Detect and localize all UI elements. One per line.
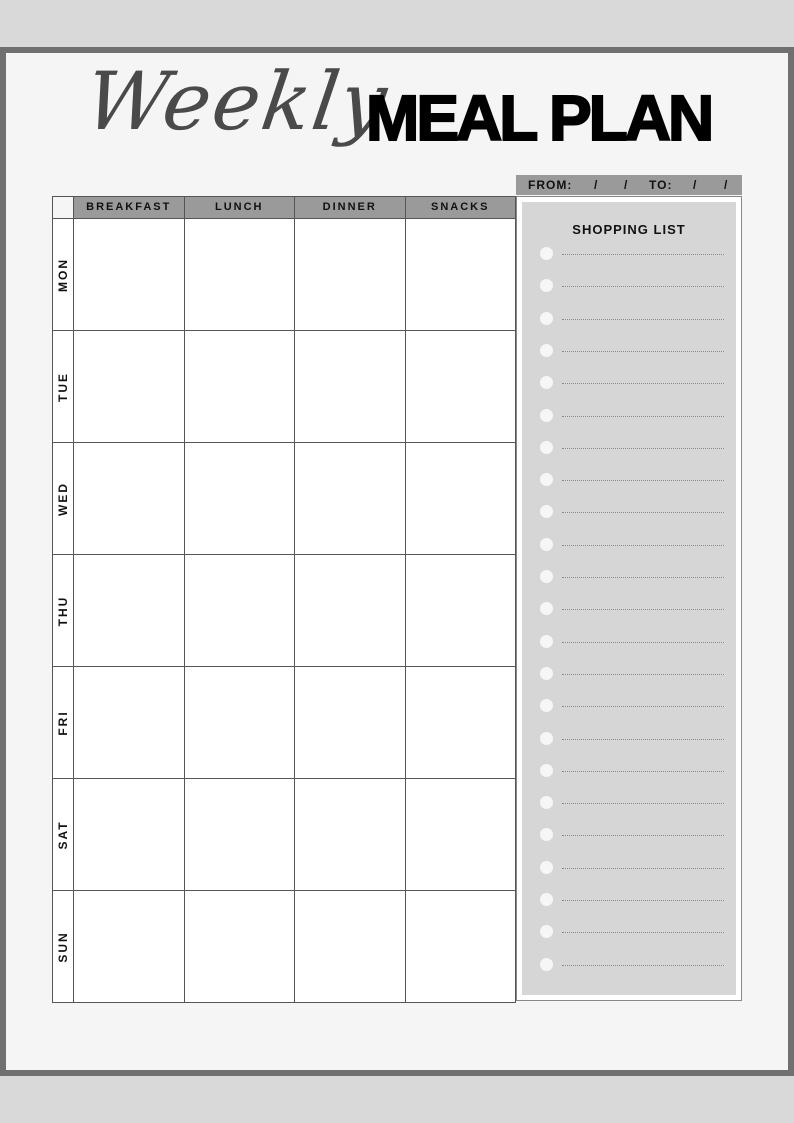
day-cell-sat — [53, 779, 74, 891]
day-label: SAT — [56, 819, 70, 850]
bullet-circle-icon — [540, 893, 553, 906]
day-cell-thu — [53, 555, 74, 667]
title-bold: MEAL PLAN — [366, 82, 712, 154]
shopping-list-item[interactable] — [522, 861, 736, 881]
dotted-write-line — [562, 868, 724, 869]
bullet-circle-icon — [540, 828, 553, 841]
column-header-snacks: SNACKS — [406, 197, 516, 219]
shopping-list-item[interactable] — [522, 667, 736, 687]
shopping-list-item[interactable] — [522, 602, 736, 622]
day-cell-sun — [53, 891, 74, 1002]
meal-cell-fri-lunch[interactable] — [185, 667, 296, 779]
meal-cell-fri-breakfast[interactable] — [74, 667, 185, 779]
column-header-breakfast: BREAKFAST — [74, 197, 185, 219]
date-range-bar — [516, 175, 742, 195]
dotted-write-line — [562, 512, 724, 513]
day-label: MON — [56, 257, 70, 292]
shopping-list-item[interactable] — [522, 376, 736, 396]
meal-cell-wed-snacks[interactable] — [406, 443, 516, 555]
dotted-write-line — [562, 739, 724, 740]
meal-cell-tue-dinner[interactable] — [295, 331, 406, 443]
date-separator: / — [693, 178, 698, 192]
dotted-write-line — [562, 932, 724, 933]
title-script: Weekly — [79, 55, 395, 148]
meal-cell-sat-dinner[interactable] — [295, 779, 406, 891]
bullet-circle-icon — [540, 925, 553, 938]
shopping-list-item[interactable] — [522, 344, 736, 364]
meal-cell-mon-lunch[interactable] — [185, 219, 296, 331]
meal-cell-sun-lunch[interactable] — [185, 891, 296, 1002]
shopping-list-item[interactable] — [522, 828, 736, 848]
shopping-list-item[interactable] — [522, 732, 736, 752]
shopping-list-item[interactable] — [522, 279, 736, 299]
meal-cell-wed-lunch[interactable] — [185, 443, 296, 555]
meal-cell-thu-breakfast[interactable] — [74, 555, 185, 667]
dotted-write-line — [562, 480, 724, 481]
bullet-circle-icon — [540, 441, 553, 454]
shopping-list-item[interactable] — [522, 441, 736, 461]
shopping-list-item[interactable] — [522, 796, 736, 816]
dotted-write-line — [562, 609, 724, 610]
grid-corner — [53, 197, 74, 219]
bullet-circle-icon — [540, 570, 553, 583]
meal-cell-tue-lunch[interactable] — [185, 331, 296, 443]
shopping-list-title: SHOPPING LIST — [572, 222, 686, 237]
date-separator: / — [594, 178, 599, 192]
day-label: SUN — [56, 930, 70, 963]
bullet-circle-icon — [540, 279, 553, 292]
meal-cell-mon-breakfast[interactable] — [74, 219, 185, 331]
dotted-write-line — [562, 416, 724, 417]
shopping-list-item[interactable] — [522, 409, 736, 429]
day-cell-mon — [53, 219, 74, 331]
day-cell-wed — [53, 443, 74, 555]
meal-cell-thu-dinner[interactable] — [295, 555, 406, 667]
dotted-write-line — [562, 545, 724, 546]
shopping-list-item[interactable] — [522, 764, 736, 784]
meal-cell-sat-lunch[interactable] — [185, 779, 296, 891]
shopping-list-item[interactable] — [522, 925, 736, 945]
meal-cell-wed-dinner[interactable] — [295, 443, 406, 555]
shopping-list-item[interactable] — [522, 570, 736, 590]
dotted-write-line — [562, 383, 724, 384]
meal-cell-tue-breakfast[interactable] — [74, 331, 185, 443]
dotted-write-line — [562, 286, 724, 287]
meal-cell-mon-snacks[interactable] — [406, 219, 516, 331]
dotted-write-line — [562, 900, 724, 901]
bullet-circle-icon — [540, 732, 553, 745]
dotted-write-line — [562, 642, 724, 643]
meal-cell-fri-dinner[interactable] — [295, 667, 406, 779]
shopping-list-item[interactable] — [522, 247, 736, 267]
shopping-list-body — [522, 202, 736, 995]
bullet-circle-icon — [540, 667, 553, 680]
bullet-circle-icon — [540, 247, 553, 260]
shopping-list-item[interactable] — [522, 473, 736, 493]
meal-cell-tue-snacks[interactable] — [406, 331, 516, 443]
day-cell-fri — [53, 667, 74, 779]
column-header-lunch: LUNCH — [185, 197, 296, 219]
shopping-list-item[interactable] — [522, 893, 736, 913]
shopping-list-item[interactable] — [522, 699, 736, 719]
meal-cell-sat-breakfast[interactable] — [74, 779, 185, 891]
meal-cell-mon-dinner[interactable] — [295, 219, 406, 331]
column-header-dinner: DINNER — [295, 197, 406, 219]
shopping-list-item[interactable] — [522, 312, 736, 332]
bullet-circle-icon — [540, 344, 553, 357]
bullet-circle-icon — [540, 861, 553, 874]
bullet-circle-icon — [540, 376, 553, 389]
bullet-circle-icon — [540, 699, 553, 712]
meal-cell-sun-dinner[interactable] — [295, 891, 406, 1002]
bullet-circle-icon — [540, 505, 553, 518]
shopping-list-item[interactable] — [522, 505, 736, 525]
shopping-list-panel — [516, 196, 742, 1001]
meal-cell-wed-breakfast[interactable] — [74, 443, 185, 555]
meal-cell-sun-breakfast[interactable] — [74, 891, 185, 1002]
meal-cell-sat-snacks[interactable] — [406, 779, 516, 891]
bullet-circle-icon — [540, 538, 553, 551]
meal-cell-thu-lunch[interactable] — [185, 555, 296, 667]
dotted-write-line — [562, 674, 724, 675]
date-separator: / — [624, 178, 629, 192]
from-label: FROM: — [528, 178, 573, 192]
meal-cell-fri-snacks[interactable] — [406, 667, 516, 779]
shopping-list-item[interactable] — [522, 538, 736, 558]
bullet-circle-icon — [540, 764, 553, 777]
bullet-circle-icon — [540, 635, 553, 648]
bullet-circle-icon — [540, 796, 553, 809]
dotted-write-line — [562, 706, 724, 707]
dotted-write-line — [562, 319, 724, 320]
bullet-circle-icon — [540, 602, 553, 615]
day-label: WED — [56, 481, 70, 516]
dotted-write-line — [562, 965, 724, 966]
bullet-circle-icon — [540, 958, 553, 971]
meal-cell-thu-snacks[interactable] — [406, 555, 516, 667]
dotted-write-line — [562, 254, 724, 255]
bullet-circle-icon — [540, 473, 553, 486]
dotted-write-line — [562, 771, 724, 772]
dotted-write-line — [562, 351, 724, 352]
dotted-write-line — [562, 803, 724, 804]
date-separator: / — [724, 178, 729, 192]
day-cell-tue — [53, 331, 74, 443]
bullet-circle-icon — [540, 409, 553, 422]
meal-grid — [52, 196, 516, 1003]
day-label: FRI — [56, 709, 70, 736]
meal-cell-sun-snacks[interactable] — [406, 891, 516, 1002]
bullet-circle-icon — [540, 312, 553, 325]
shopping-list-item[interactable] — [522, 635, 736, 655]
dotted-write-line — [562, 835, 724, 836]
dotted-write-line — [562, 577, 724, 578]
day-label: THU — [56, 595, 70, 626]
dotted-write-line — [562, 448, 724, 449]
to-label: TO: — [649, 178, 673, 192]
shopping-list-item[interactable] — [522, 958, 736, 978]
day-label: TUE — [56, 371, 70, 402]
